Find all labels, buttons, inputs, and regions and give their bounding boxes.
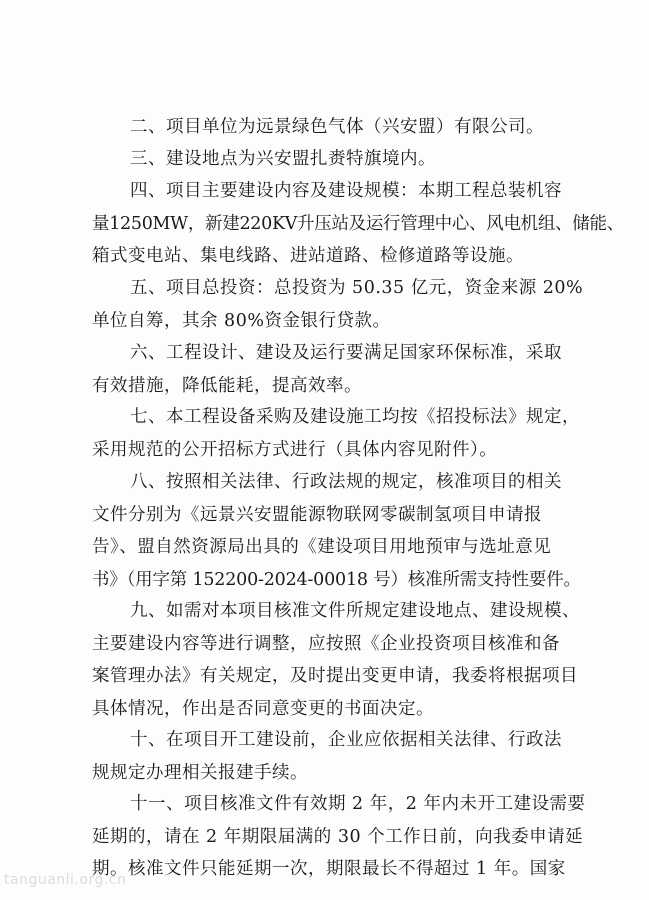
text-line: 九、如需对本项目核准文件所规定建设地点、建设规模、 [130,601,580,621]
text-line: 六、工程设计、建设及运行要满足国家环保标准，采取 [130,343,562,363]
paragraph-3 [92,143,562,176]
paragraph-4 [92,175,624,273]
text-line: 案管理办法》有关规定，及时提出变更申请，我委将根据项目 [92,666,578,687]
text-line: 箱式变电站、集电线路、进站道路、检修道路等设施。 [92,246,524,267]
text-line: 单位自筹，其余 80%资金银行贷款。 [92,310,391,331]
text-line: 具体情况，作出是否同意变更的书面决定。 [92,698,434,719]
paragraph-11 [92,788,586,886]
text-line: 五、项目总投资：总投资为 50.35 亿元，资金来源 20% [130,278,584,298]
text-line: 七、本工程设备采购及建设施工均按《招投标法》规定， [130,407,580,427]
text-line: 量1250MW，新建220KV升压站及运行管理中心、风电机组、储能、 [92,213,624,234]
text-line: 二、项目单位为远景绿色气体（兴安盟）有限公司。 [130,117,544,137]
paragraph-7 [92,401,580,466]
paragraph-6 [92,337,562,402]
text-line: 十一、项目核准文件有效期 2 年，2 年内未开工建设需要 [130,794,586,814]
text-line: 十、在项目开工建设前，企业应依据相关法律、行政法 [130,730,562,750]
text-line: 八、按照相关法律、行政法规的规定，核准项目的相关 [130,472,562,492]
paragraph-8 [92,466,581,596]
text-line: 四、项目主要建设内容及建设规模：本期工程总装机容 [130,181,562,201]
text-line: 告》、盟自然资源局出具的《建设项目用地预审与选址意见 [92,537,552,558]
paragraph-5 [92,272,584,337]
text-line: 有效措施，降低能耗，提高效率。 [92,375,362,396]
text-line: 采用规范的公开招标方式进行（具体内容见附件）。 [92,439,498,460]
paragraph-9 [92,595,580,725]
text-line: 延期的，请在 2 年期限届满的 30 个工作日前，向我委申请延 [92,826,584,847]
text-line: 三、建设地点为兴安盟扎赉特旗境内。 [130,149,436,169]
text-line: 文件分别为《远景兴安盟能源物联网零碳制氢项目申请报 [92,504,542,525]
watermark: tanguanli.org.cn [4,872,127,888]
text-line: 期。核准文件只能延期一次，期限最长不得超过 1 年。国家 [92,859,566,880]
paragraph-10 [92,724,562,789]
text-line: 规规定办理相关报建手续。 [92,762,308,783]
paragraph-2 [92,111,562,144]
text-line: 主要建设内容等进行调整，应按照《企业投资项目核准和备 [92,633,560,654]
text-line: 书》（用字第 152200-2024-00018 号）核准所需支持性要件。 [92,569,581,590]
